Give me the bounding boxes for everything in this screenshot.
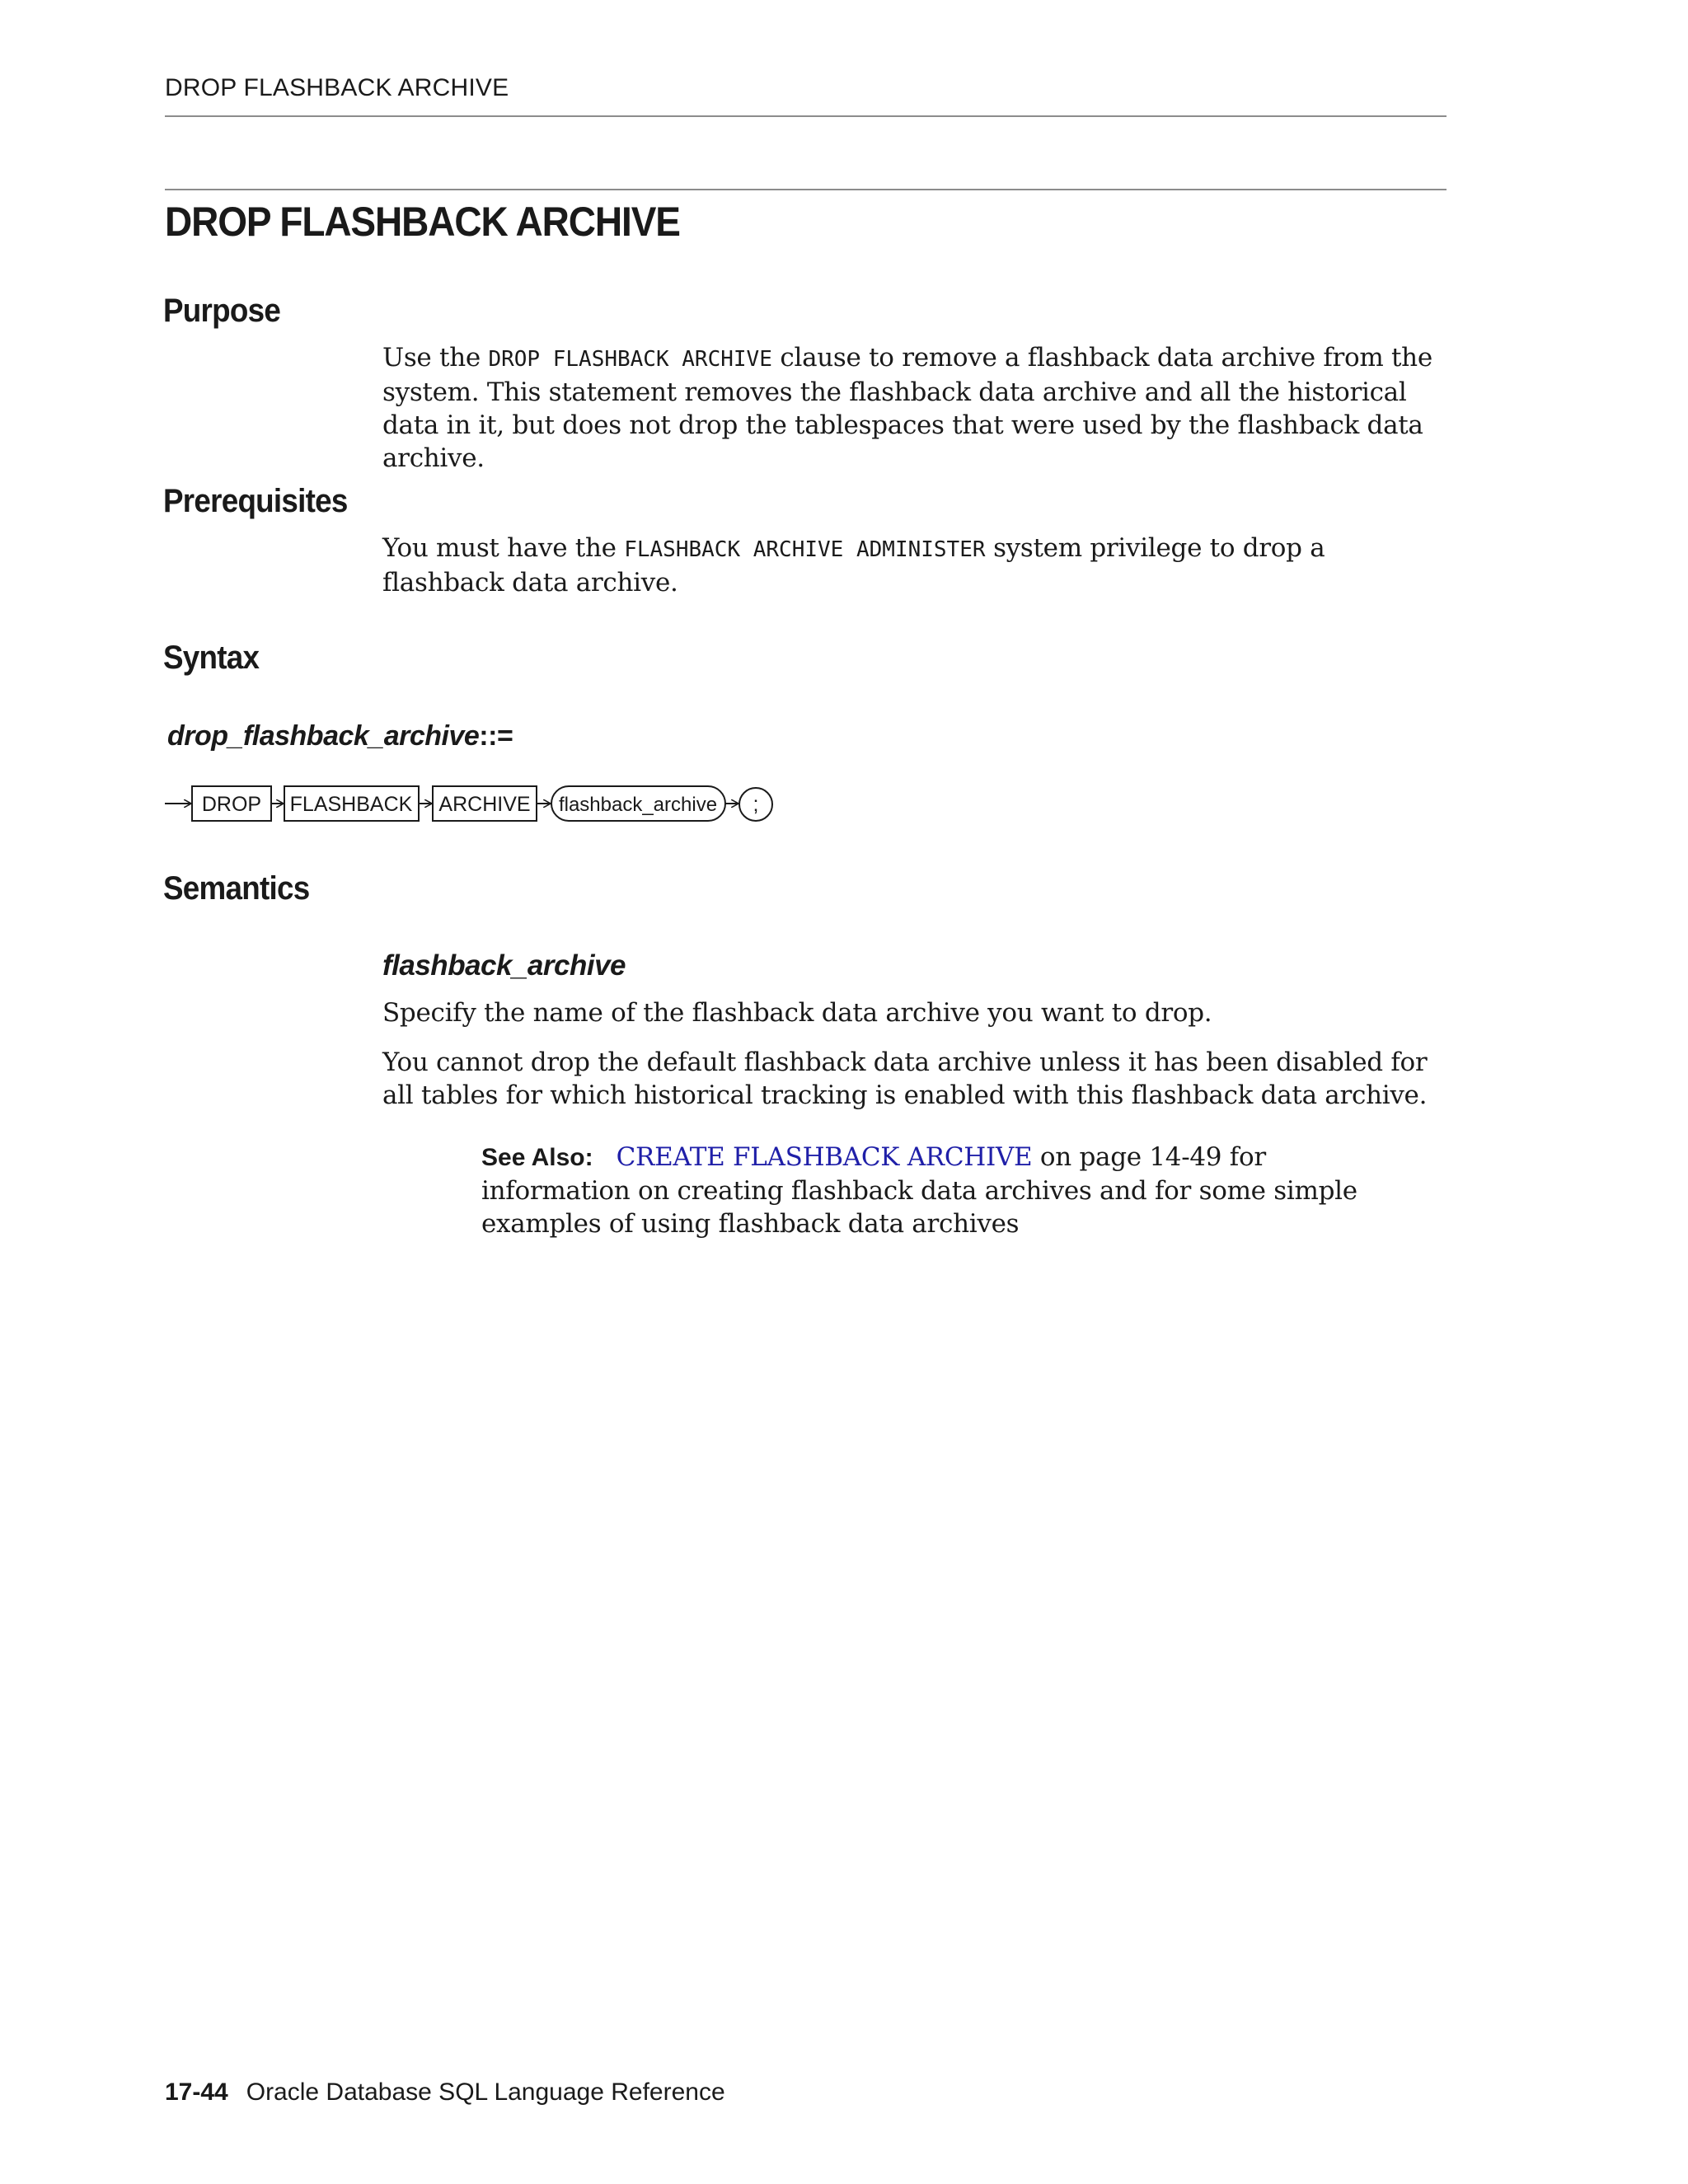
prerequisites-code: FLASHBACK ARCHIVE ADMINISTER [624, 537, 986, 562]
terminator-semicolon: ; [753, 793, 759, 816]
syntax-rule-operator: ::= [479, 720, 513, 752]
semantics-paragraph: You cannot drop the default flashback data archive unless it has been disabled for all tables for which historical tracking is enabled with this flashback data archive. [382, 1047, 1428, 1110]
keyword-archive: ARCHIVE [438, 793, 531, 816]
syntax-heading: Syntax [163, 640, 260, 676]
syntax-rule-identifier: drop_flashback_archive [167, 720, 480, 752]
purpose-text-before: Use the [382, 343, 489, 373]
running-head: DROP FLASHBACK ARCHIVE [165, 74, 509, 101]
title-rule [165, 189, 1447, 190]
semantics-paragraph: Specify the name of the flashback data archive you want to drop. [382, 998, 1212, 1028]
prerequisites-text [382, 532, 1454, 599]
clause-heading: flashback_archive [382, 949, 626, 982]
railroad-diagram [162, 780, 788, 833]
book-title: Oracle Database SQL Language Reference [246, 2079, 725, 2106]
purpose-code: DROP FLASHBACK ARCHIVE [488, 347, 772, 372]
page-footer [165, 2079, 725, 2107]
semantics-heading: Semantics [163, 870, 310, 907]
syntax-rule-name [167, 720, 513, 752]
purpose-text-after: clause to remove a flashback data archive from the system. This statement removes the flashback data archive and all the historical data in it, but does not drop the tablespaces that were used by the flashback data archive. [382, 343, 1432, 473]
parameter-flashback-archive: flashback_archive [558, 794, 718, 816]
see-also-text: on page 14-49 for information on creating flashback data archives and for some simple examples of using flashback data archives [481, 1142, 1357, 1239]
keyword-drop: DROP [201, 793, 262, 816]
purpose-text [382, 341, 1454, 475]
keyword-flashback: FLASHBACK [289, 793, 413, 816]
page-number: 17-44 [165, 2079, 228, 2106]
prerequisites-text-after: system privilege to drop a flashback data archive. [382, 533, 1325, 598]
purpose-heading: Purpose [163, 293, 281, 329]
prerequisites-text-before: You must have the [382, 533, 625, 563]
create-flashback-archive-link[interactable]: CREATE FLASHBACK ARCHIVE [616, 1142, 1033, 1172]
railroad-diagram-svg [162, 780, 788, 829]
header-rule [165, 115, 1447, 117]
see-also-label: See Also: [481, 1144, 593, 1171]
page-title: DROP FLASHBACK ARCHIVE [165, 199, 680, 245]
see-also-note [481, 1141, 1388, 1240]
prerequisites-heading: Prerequisites [163, 483, 348, 519]
